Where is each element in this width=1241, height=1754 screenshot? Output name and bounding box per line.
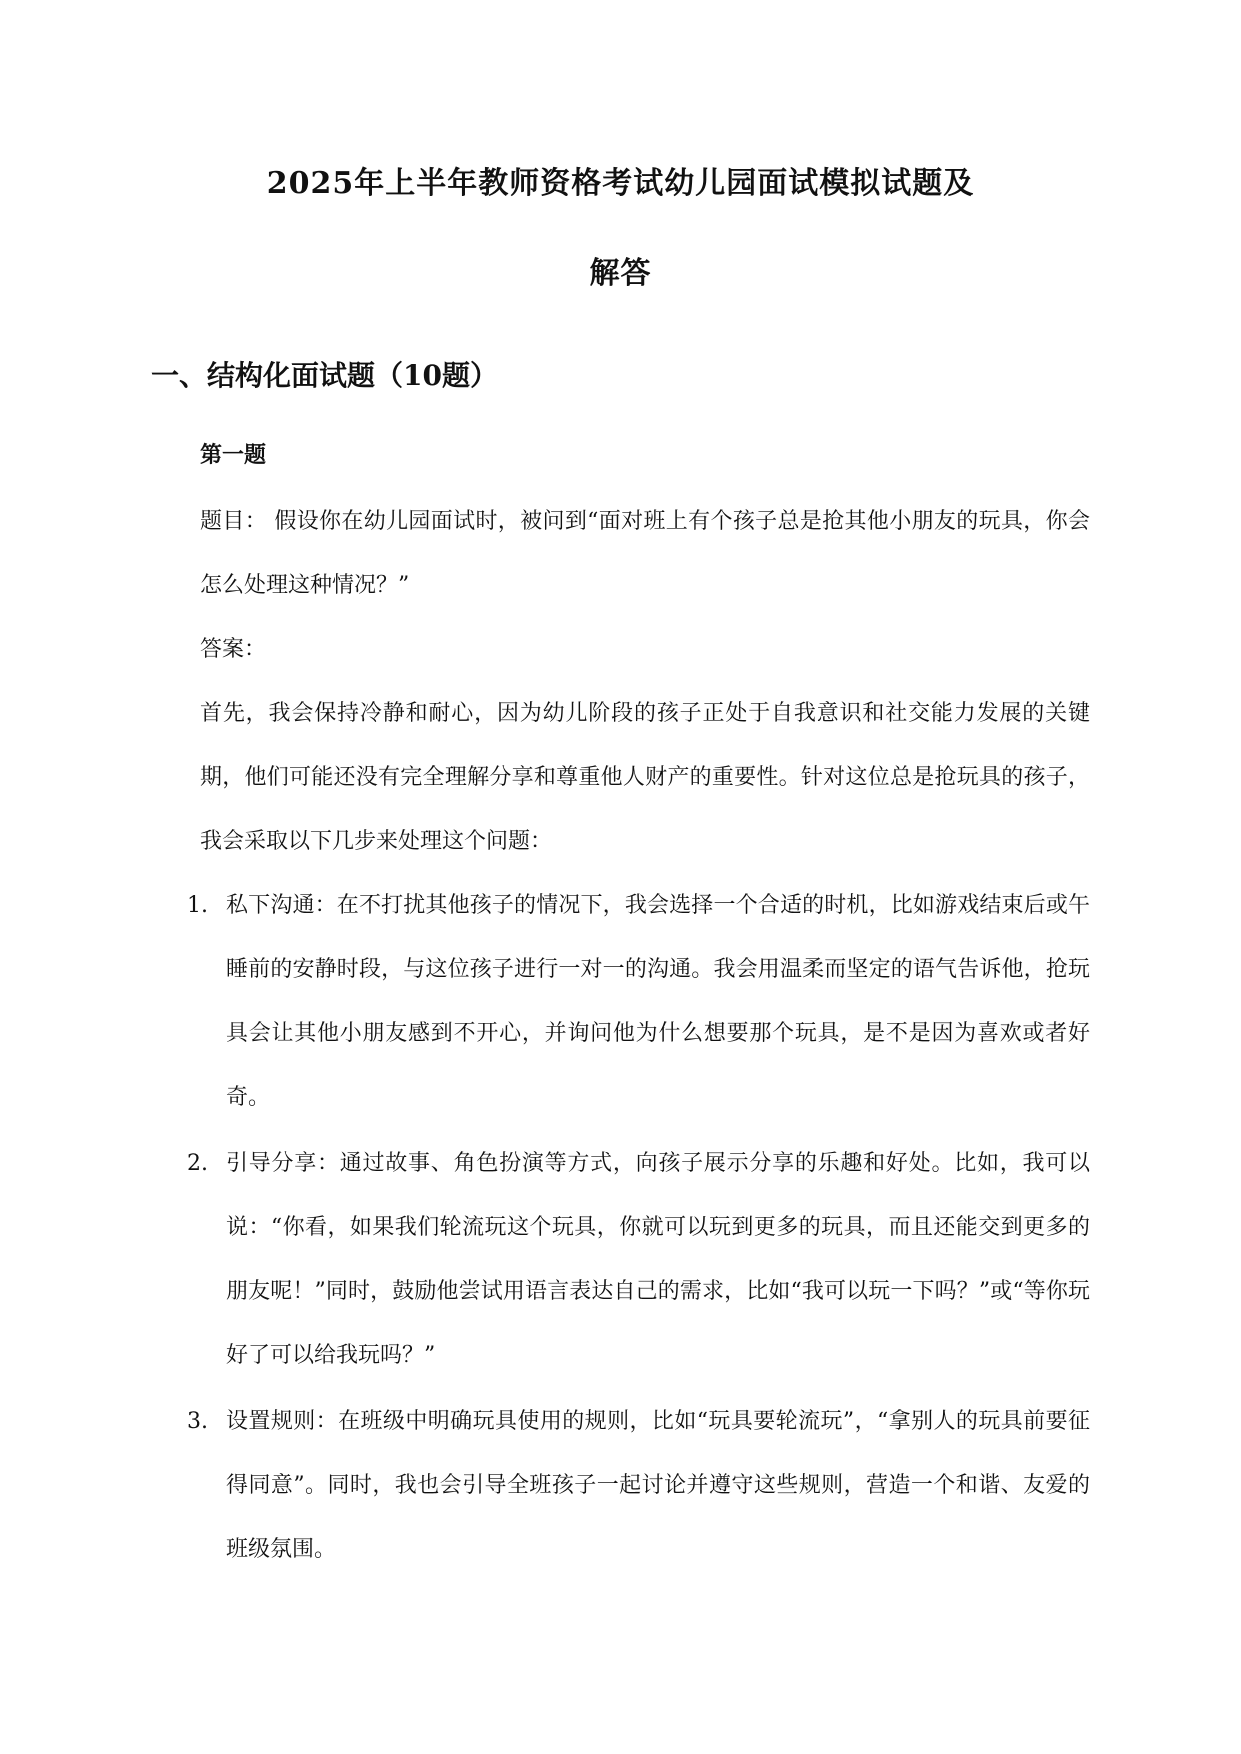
answer-step [180, 874, 1090, 1130]
step-number: 2. [187, 1151, 208, 1176]
document-title-line-2: 解答 [589, 256, 652, 291]
answer-step [180, 1390, 1090, 1582]
step-text: 设置规则：在班级中明确玩具使用的规则，比如“玩具要轮流玩”，“拿别人的玩具前要征得同意”。同时，我也会引导全班孩子一起讨论并遵守这些规则，营造一个和谐、友爱的班级氛围。 [226, 1409, 1090, 1562]
answer-intro: 首先，我会保持冷静和耐心，因为幼儿阶段的孩子正处于自我意识和社交能力发展的关键期，他们可能还没有完全理解分享和尊重他人财产的重要性。针对这位总是抢玩具的孩子，我会采取以下几步来处理这个问题： [200, 701, 1090, 854]
section-heading: 一、结构化面试题（10题） [151, 359, 498, 392]
answer-step-list-1 [180, 874, 1090, 1132]
document-title-line-1: 2025年上半年教师资格考试幼儿园面试模拟试题及 [266, 166, 975, 201]
answer-step [180, 1132, 1090, 1388]
step-number: 3. [187, 1409, 208, 1434]
step-text: 引导分享：通过故事、角色扮演等方式，向孩子展示分享的乐趣和好处。比如，我可以说：“你看，如果我们轮流玩这个玩具，你就可以玩到更多的玩具，而且还能交到更多的朋友呢！”同时，鼓励他尝试用语言表达自己的需求，比如“我可以玩一下吗？”或“等你玩好了可以给我玩吗？” [226, 1151, 1090, 1368]
answer-step-list-2 [180, 1132, 1090, 1390]
answer-step-list-3 [180, 1390, 1090, 1584]
step-text: 私下沟通：在不打扰其他孩子的情况下，我会选择一个合适的时机，比如游戏结束后或午睡前的安静时段，与这位孩子进行一对一的沟通。我会用温柔而坚定的语气告诉他，抢玩具会让其他小朋友感到不开心，并询问他为什么想要那个玩具，是不是因为喜欢或者好奇。 [226, 893, 1090, 1110]
question-heading: 第一题 [200, 442, 267, 468]
question-text: 题目： 假设你在幼儿园面试时，被问到“面对班上有个孩子总是抢其他小朋友的玩具，你会怎么处理这种情况？” [200, 509, 1090, 598]
answer-label: 答案： [200, 637, 267, 662]
step-number: 1. [187, 893, 208, 918]
